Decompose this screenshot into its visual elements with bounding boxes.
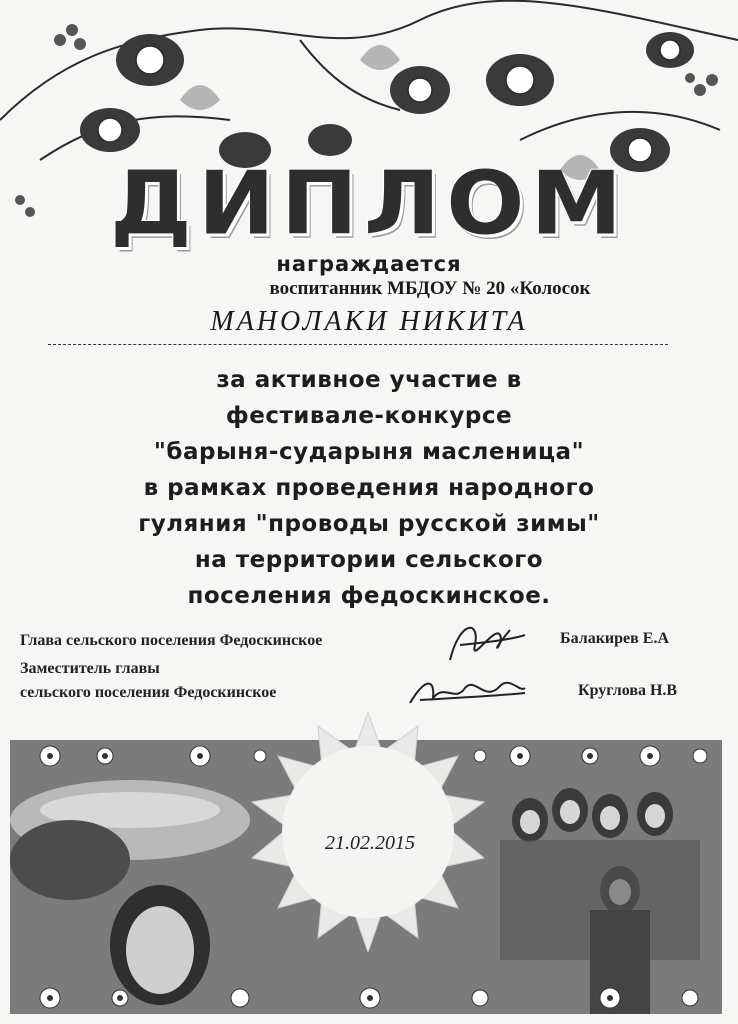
name-underline <box>48 344 668 345</box>
signatory-2-title-line1: Заместитель главы <box>20 660 160 677</box>
award-reason-line: поселения федоскинское. <box>187 583 551 609</box>
pupil-line: воспитанник МБДОУ № 20 «Колосок <box>269 278 591 299</box>
diploma-date: 21.02.2015 <box>325 832 415 854</box>
signature-icon <box>405 668 530 713</box>
award-reason-line: в рамках проведения народного <box>143 475 595 501</box>
award-reason-line: за активное участие в <box>216 367 522 393</box>
flower-icon <box>10 984 722 1012</box>
award-reason-line: на территории сельского <box>194 547 544 573</box>
signatory-1-name: Балакирев Е.А <box>560 630 669 647</box>
signatory-1-title: Глава сельского поселения Федоскинское <box>20 632 323 649</box>
signatory-2-title-line2: сельского поселения Федоскинское <box>20 684 277 701</box>
award-reason-line: гуляния "проводы русской зимы" <box>138 511 600 537</box>
award-reason <box>40 362 698 614</box>
signature-icon <box>440 615 530 670</box>
diploma-title: ДИПЛОМ <box>109 152 629 255</box>
recipient-name: МАНОЛАКИ НИКИТА <box>210 306 528 337</box>
award-reason-line: фестивале-конкурсе <box>225 403 513 429</box>
award-reason-line: "барыня-сударыня масленица" <box>153 439 585 465</box>
signatory-2-name: Круглова Н.В <box>578 682 678 699</box>
awarded-heading: награждается <box>276 252 462 276</box>
